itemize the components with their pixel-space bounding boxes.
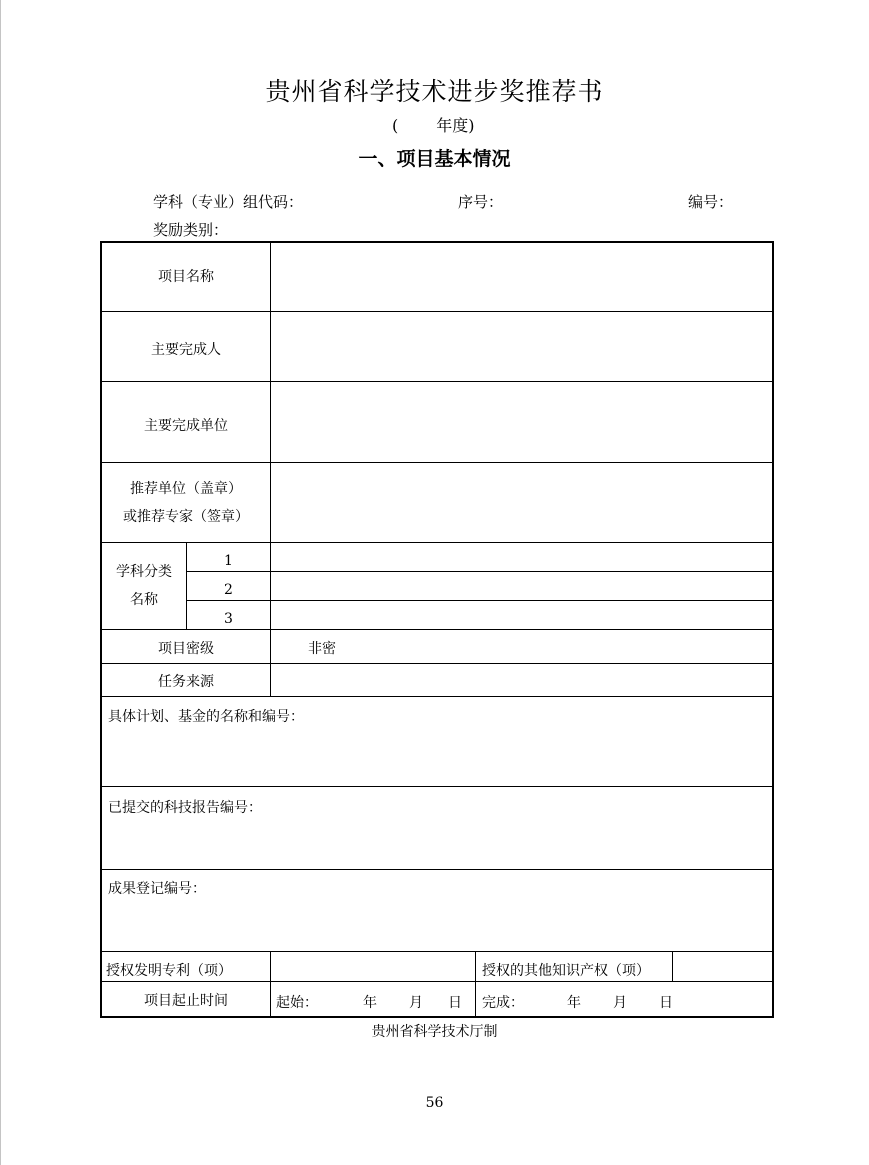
document-title: 贵州省科学技术进步奖推荐书: [265, 77, 604, 106]
task-source-label: 任务来源: [158, 674, 214, 690]
award-type-label: 奖励类别：: [153, 221, 229, 239]
publisher-footer: 贵州省科学技术厅制: [371, 1024, 498, 1040]
start-year-char: 年: [363, 995, 377, 1011]
year-text: 年度): [436, 116, 475, 135]
result-registration-label: 成果登记编号：: [108, 881, 206, 897]
report-number-label: 已提交的科技报告编号：: [108, 800, 262, 816]
invention-patents-label: 授权发明专利（项）: [106, 963, 232, 979]
finish-day-char: 日: [659, 995, 673, 1011]
section-title: 一、项目基本情况: [358, 148, 511, 170]
secret-level-value: 非密: [308, 641, 336, 657]
recommender-line-1: 推荐单位（盖章）: [130, 480, 242, 497]
discipline-row-3: 3: [224, 610, 233, 627]
finish-month-char: 月: [613, 995, 627, 1011]
discipline-row-1: 1: [224, 552, 233, 569]
plan-fund-label: 具体计划、基金的名称和编号：: [108, 709, 304, 725]
other-ip-label: 授权的其他知识产权（项）: [482, 963, 650, 979]
recommender-label: [102, 463, 270, 542]
start-day-char: 日: [448, 995, 462, 1011]
recommender-line-2: 或推荐专家（签章）: [123, 508, 249, 525]
finish-label: 完成：: [482, 995, 524, 1011]
main-persons-label: 主要完成人: [151, 341, 221, 358]
year-open-paren: (: [392, 116, 399, 135]
start-month-char: 月: [409, 995, 423, 1011]
start-label: 起始：: [276, 995, 318, 1011]
discipline-row-2: 2: [224, 581, 233, 598]
subject-code-label: 学科（专业）组代码：: [153, 193, 304, 211]
page-left-edge: [0, 0, 1, 1165]
page-number: 56: [425, 1095, 444, 1111]
project-period-label: 项目起止时间: [144, 993, 228, 1009]
number-label: 编号：: [688, 193, 734, 211]
project-name-label: 项目名称: [158, 269, 214, 285]
discipline-line-2: 名称: [130, 592, 158, 608]
finish-year-char: 年: [567, 995, 581, 1011]
serial-label: 序号：: [458, 193, 504, 211]
discipline-label: [102, 543, 186, 629]
main-units-label: 主要完成单位: [144, 418, 228, 434]
secret-level-label: 项目密级: [158, 641, 214, 657]
discipline-line-1: 学科分类: [116, 564, 172, 580]
year-line: [392, 113, 475, 136]
